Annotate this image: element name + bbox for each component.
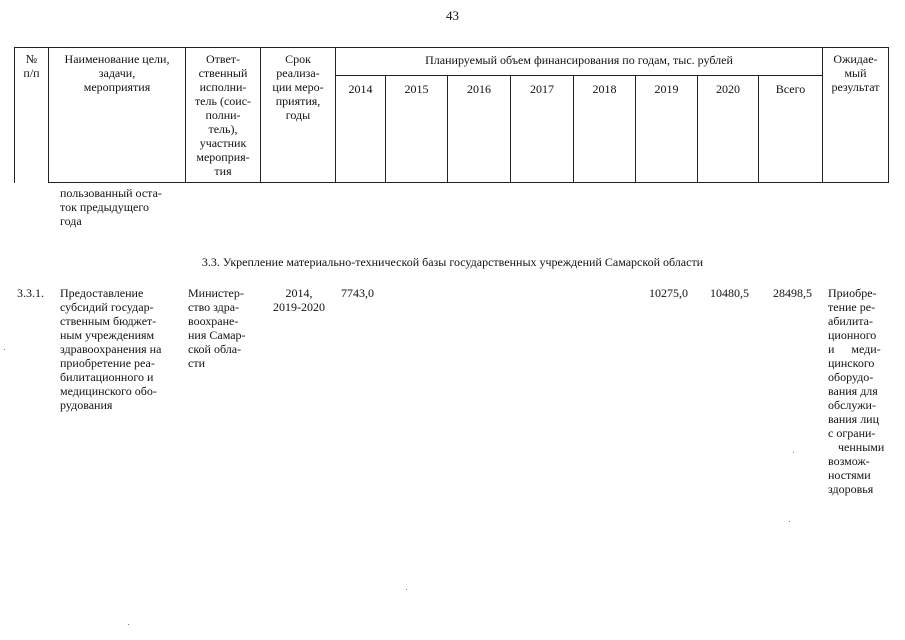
row-result-line: возмож- bbox=[828, 454, 870, 468]
row-value-2020: 10480,5 bbox=[710, 286, 749, 300]
scan-speck bbox=[4, 349, 5, 350]
row-result-line: и меди- bbox=[828, 342, 881, 356]
section-title: 3.3. Укрепление материально-технической базы государственных учреждений Самарской области bbox=[201, 255, 704, 269]
row-name-line: здравоохранения на bbox=[60, 342, 162, 356]
row-result-line: абилита- bbox=[828, 314, 873, 328]
row-result-line: вания лиц bbox=[828, 412, 880, 426]
row-number: 3.3.1. bbox=[17, 286, 44, 300]
row-name-line: медицинского обо- bbox=[60, 384, 157, 398]
row-value-2014: 7743,0 bbox=[341, 286, 374, 300]
row-total: 28498,5 bbox=[773, 286, 812, 300]
header-year-2017: 2017 bbox=[530, 82, 554, 96]
row-name-line: ным учреждениям bbox=[60, 328, 155, 342]
row-name-line: Предоставление bbox=[60, 286, 144, 300]
row-term: 2014, 2019-2020 bbox=[273, 286, 325, 314]
row-responsible-line: ской обла- bbox=[188, 342, 242, 356]
header-year-2020: 2020 bbox=[716, 82, 740, 96]
header-financing-title: Планируемый объем финансирования по годам, тыс. рублей bbox=[425, 53, 733, 67]
row-result-line: ностями bbox=[828, 468, 871, 482]
row-result-line: обслужи- bbox=[828, 398, 876, 412]
header-name: Наименование цели, задачи, мероприятия bbox=[64, 52, 170, 94]
row-result bbox=[828, 286, 888, 496]
header-year-2015: 2015 bbox=[404, 82, 429, 96]
row-responsible bbox=[188, 286, 258, 370]
row-name-line: рудования bbox=[60, 398, 113, 412]
row-result-line: цинского bbox=[828, 356, 875, 370]
page-number: 43 bbox=[446, 8, 459, 23]
header-year-2016: 2016 bbox=[467, 82, 491, 96]
header-total: Всего bbox=[775, 82, 806, 96]
row-result-line: с ограни- bbox=[828, 426, 876, 440]
row-responsible-line: воохране- bbox=[188, 314, 239, 328]
scan-speck bbox=[128, 624, 129, 625]
header-year-2019: 2019 bbox=[654, 82, 679, 96]
row-name-line: билитационного и bbox=[60, 370, 154, 384]
row-result-line: тение ре- bbox=[828, 300, 876, 314]
row-result-line: здоровья bbox=[828, 482, 874, 496]
header-term: Срок реализа- ции меро- приятия, годы bbox=[272, 52, 324, 122]
row-result-line: оборудо- bbox=[828, 370, 874, 384]
row-result-line: ционного bbox=[828, 328, 877, 342]
row-responsible-line: Министер- bbox=[188, 286, 244, 300]
header-result: Ожидае- мый результат bbox=[831, 52, 880, 94]
row-name-line: субсидий госудap- bbox=[60, 300, 154, 314]
header-responsible: Ответ- ственный исполни- тель (соис- полни- тель), участник мероприя- тия bbox=[194, 52, 252, 178]
row-name-line: ственным бюджет- bbox=[60, 314, 157, 328]
scan-speck bbox=[406, 589, 407, 590]
scan-speck bbox=[789, 521, 790, 522]
continuation-text: пользованный оста- ток предыдущего года bbox=[60, 186, 162, 228]
scan-speck bbox=[793, 452, 794, 453]
header-year-2014: 2014 bbox=[348, 82, 373, 96]
header-year-2018: 2018 bbox=[592, 82, 617, 96]
row-result-line: Приобре- bbox=[828, 286, 877, 300]
header-number: № п/п bbox=[23, 52, 40, 80]
row-name-line: приобретение реа- bbox=[60, 356, 155, 370]
row-responsible-line: сти bbox=[188, 356, 205, 370]
row-result-line: вания для bbox=[828, 384, 878, 398]
row-responsible-line: ния Самар- bbox=[188, 328, 246, 342]
row-responsible-line: ство здра- bbox=[188, 300, 240, 314]
row-value-2019: 10275,0 bbox=[649, 286, 688, 300]
row-result-line: ченными bbox=[838, 440, 885, 454]
row-name bbox=[60, 286, 178, 412]
